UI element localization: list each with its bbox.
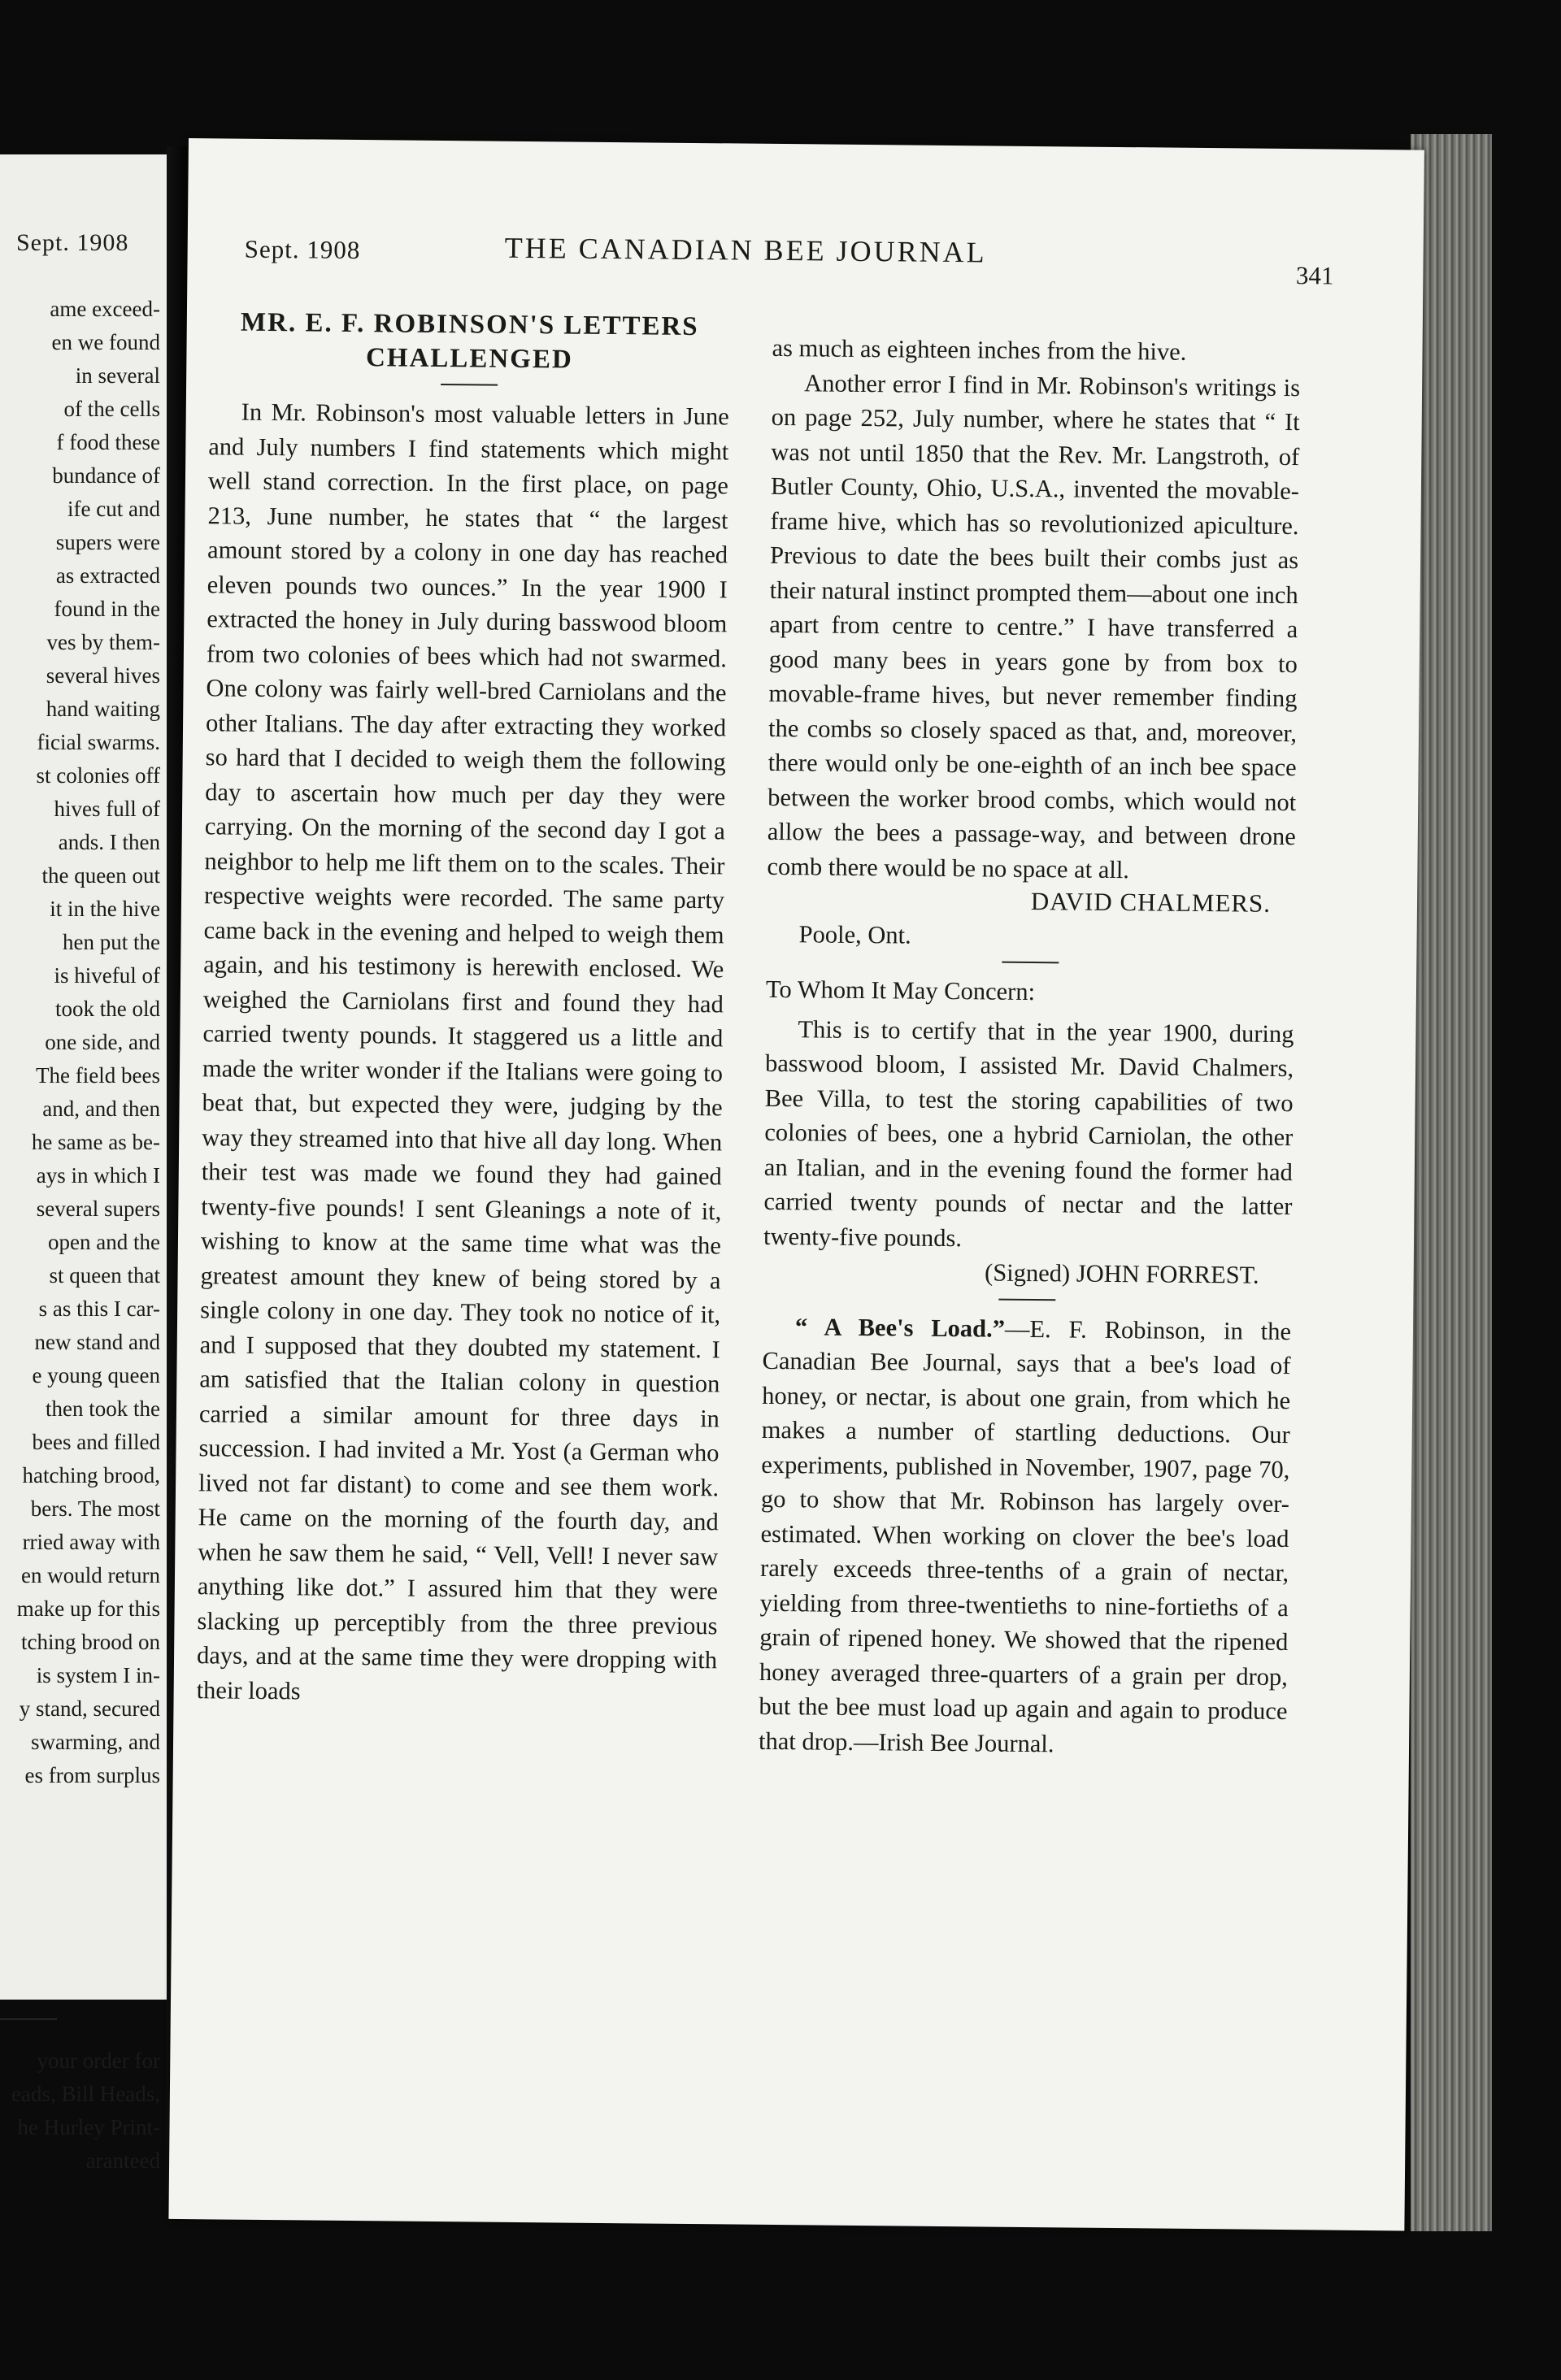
facing-page-line: st queen that <box>49 1263 160 1288</box>
facing-page-rule <box>0 2018 57 2020</box>
article-paragraph: Another error I find in Mr. Robinson's writings is on page 252, July number, where he states that “ It was not until 1850 that the Rev. Mr. Langstroth, of Butler County, Ohio, U.S.A., invented the movable-frame hive, which has so revolutionized apiculture. Previous to date the bees built their combs just as their natural instinct prompted them—about one inch apart from centre to centre.” I have transferred a good many bees in years gone by from box to movable-frame hives, but never remember finding the combs so closely spaced as that, and, moreover, there would only be one-eighth of an inch bee space between the worker brood combs, which would not allow the bees a passage-way, and between drone comb there would be no space at all. <box>767 368 1301 884</box>
facing-page-line: hen put the <box>63 930 160 954</box>
headline-line-2: CHALLENGED <box>365 343 573 375</box>
facing-page-line: swarming, and <box>31 1730 160 1754</box>
facing-page-line: f food these <box>56 430 160 454</box>
running-head-date: Sept. 1908 <box>244 234 361 265</box>
facing-page-line: your order for <box>37 2048 160 2073</box>
article-paragraph-continued: as much as eighteen inches from the hive. <box>772 333 1187 366</box>
facing-page-line: several hives <box>46 663 160 688</box>
facing-page-line: of the cells <box>63 397 160 421</box>
headline-line-1: MR. E. F. ROBINSON'S LETTERS <box>240 307 699 342</box>
facing-page-line: es from surplus <box>24 1763 160 1787</box>
headline-rule <box>441 384 498 386</box>
facing-page-line: ays in which I <box>36 1163 160 1188</box>
facing-page-header: Sept. 1908 <box>16 229 129 256</box>
certificate-signature: (Signed) JOHN FORREST. <box>984 1258 1259 1289</box>
facing-page-line: bundance of <box>52 463 160 488</box>
article-paragraph: In Mr. Robinson's most valuable letters in June and July numbers I find statements which might well stand correction. In the first place, on page 213, June number, he states that “ the largest amount stored by a colony in one day has reached eleven pounds two ounces.” In the year 1900 I extracted the honey in July during basswood bloom from two colonies of bees which had not swarmed. One colony was fairly well-bred Carniolans and the other Italians. The day after extracting they worked so hard that I decided to weigh them the following day to ascertain how much per day they were carrying. On the morning of the second day I got a neighbor to help me lift them on to the scales. Their respective weights were recorded. The same party came back in the evening and helped to weigh them again, and his testimony is herewith enclosed. We weighed the Carniolans first and found they had carried twenty pounds. It staggered us a little and made the writer wonder if the Italians were going to beat that, but expected they were, judging by the way they streamed into that hive all day long. When their test was made we found they had gained twenty-five pounds! I sent Gleanings a note of it, wishing to know at the same time what was the greatest amount they knew of being stored by a single colony in one day. They took no notice of it, and I supposed that they doubted my statement. I am satisfied that the Italian colony in question carried a similar amount for three days in succession. I had invited a Mr. Yost (a German who lived not far distant) to come and see them work. He came on the morning of the fourth day, and when he saw them he said, “ Vell, Vell! I never saw anything like dot.” I assured him that they were slacking up perceptibly from the three previous days, and at the same time they were dropping with their loads <box>196 397 729 1705</box>
facing-page-line: then took the <box>46 1396 160 1421</box>
facing-page-line: and, and then <box>42 1097 160 1121</box>
facing-page-line: hand waiting <box>46 697 160 721</box>
background-edge <box>1492 0 1561 2380</box>
facing-page-line: is hiveful of <box>54 963 160 988</box>
running-head-title: THE CANADIAN BEE JOURNAL <box>504 231 987 269</box>
running-head <box>220 228 1334 290</box>
section-rule <box>1002 962 1059 964</box>
facing-page-line: he Hurley Print- <box>17 2115 160 2139</box>
article-lead: “ A Bee's Load.” <box>794 1312 1006 1343</box>
section-rule <box>998 1298 1055 1301</box>
facing-page-line: he same as be- <box>31 1130 160 1154</box>
certificate-body: This is to certify that in the year 1900, during basswood bloom, I assisted Mr. David Chalmers, Bee Villa, to test the storing capabilities of two colonies of bees, one a hybrid Carniolan, the other an Italian, and in the evening found the former had carried twenty pounds of nectar and the latter twenty-five pounds. <box>763 1014 1294 1252</box>
facing-page-line: en would return <box>21 1563 160 1587</box>
facing-page-line: bers. The most <box>30 1496 160 1521</box>
facing-page-line: took the old <box>55 997 160 1021</box>
facing-page-line: ves by them- <box>46 630 160 654</box>
facing-page-line: ands. I then <box>58 830 160 854</box>
facing-page-line: ficial swarms. <box>37 730 160 754</box>
right-column <box>759 331 1301 1763</box>
facing-page-line: bees and filled <box>32 1430 160 1454</box>
facing-page-line: ame exceed- <box>50 297 160 321</box>
facing-page-line: hives full of <box>54 797 160 821</box>
facing-page-line: several supers <box>36 1197 160 1221</box>
facing-page-line: y stand, secured <box>19 1696 160 1721</box>
left-column <box>196 305 730 1712</box>
facing-page-line: eads, Bill Heads, <box>11 2082 160 2106</box>
certificate-salutation: To Whom It May Concern: <box>765 975 1036 1006</box>
facing-page-line: open and the <box>48 1230 160 1254</box>
facing-page-line: hatching brood, <box>22 1463 160 1488</box>
page-number: 341 <box>1295 261 1334 290</box>
facing-page-line: The field bees <box>36 1063 160 1088</box>
facing-page-line: found in the <box>54 597 160 621</box>
facing-page-line: the queen out <box>41 863 160 888</box>
article-paragraph <box>759 1309 1291 1763</box>
facing-page-line: it in the hive <box>50 897 160 921</box>
facing-page-line: en we found <box>51 330 160 354</box>
article-headline <box>209 305 730 378</box>
facing-page-line: s as this I car- <box>38 1296 160 1321</box>
facing-page-line: e young queen <box>32 1363 160 1388</box>
facing-page-line: st colonies off <box>36 763 160 788</box>
facing-page-line: as extracted <box>55 563 160 588</box>
facing-page-line: new stand and <box>34 1330 160 1354</box>
facing-page-line: tching brood on <box>21 1630 160 1654</box>
author-signature: DAVID CHALMERS. <box>1030 886 1272 918</box>
facing-page-line: make up for this <box>16 1596 160 1621</box>
facing-page-line: rried away with <box>22 1530 160 1554</box>
page-edges <box>1411 134 1492 2231</box>
facing-page-text <box>0 293 160 1792</box>
facing-page-line: is system I in- <box>36 1663 160 1687</box>
facing-page-line: supers were <box>55 530 160 554</box>
journal-page <box>168 138 1424 2230</box>
facing-page-line: one side, and <box>45 1030 160 1054</box>
facing-page-line: ife cut and <box>67 497 160 521</box>
facing-page-line: aranteed <box>85 2148 160 2173</box>
facing-page-fragment <box>0 154 168 2173</box>
facing-page-line: in several <box>75 363 160 388</box>
article-body: —E. F. Robinson, in the Canadian Bee Journal, says that a bee's load of honey, or nectar, is about one grain, from which he makes a number of startling deductions. Our experiments, published in November, 1907, page 70, go to show that Mr. Robinson has largely over-estimated. When working on clover the bee's load rarely exceeds three-tenths of a grain of nectar, yielding from three-twentieths to nine-fortieths of a grain of ripened honey. We showed that the ripened honey averaged three-quarters of a grain per drop, but the bee must load up again and again to produce that drop.—Irish Bee Journal. <box>758 1314 1292 1757</box>
facing-page-text-after-rule <box>0 2044 160 2178</box>
author-location: Poole, Ont. <box>798 919 911 949</box>
